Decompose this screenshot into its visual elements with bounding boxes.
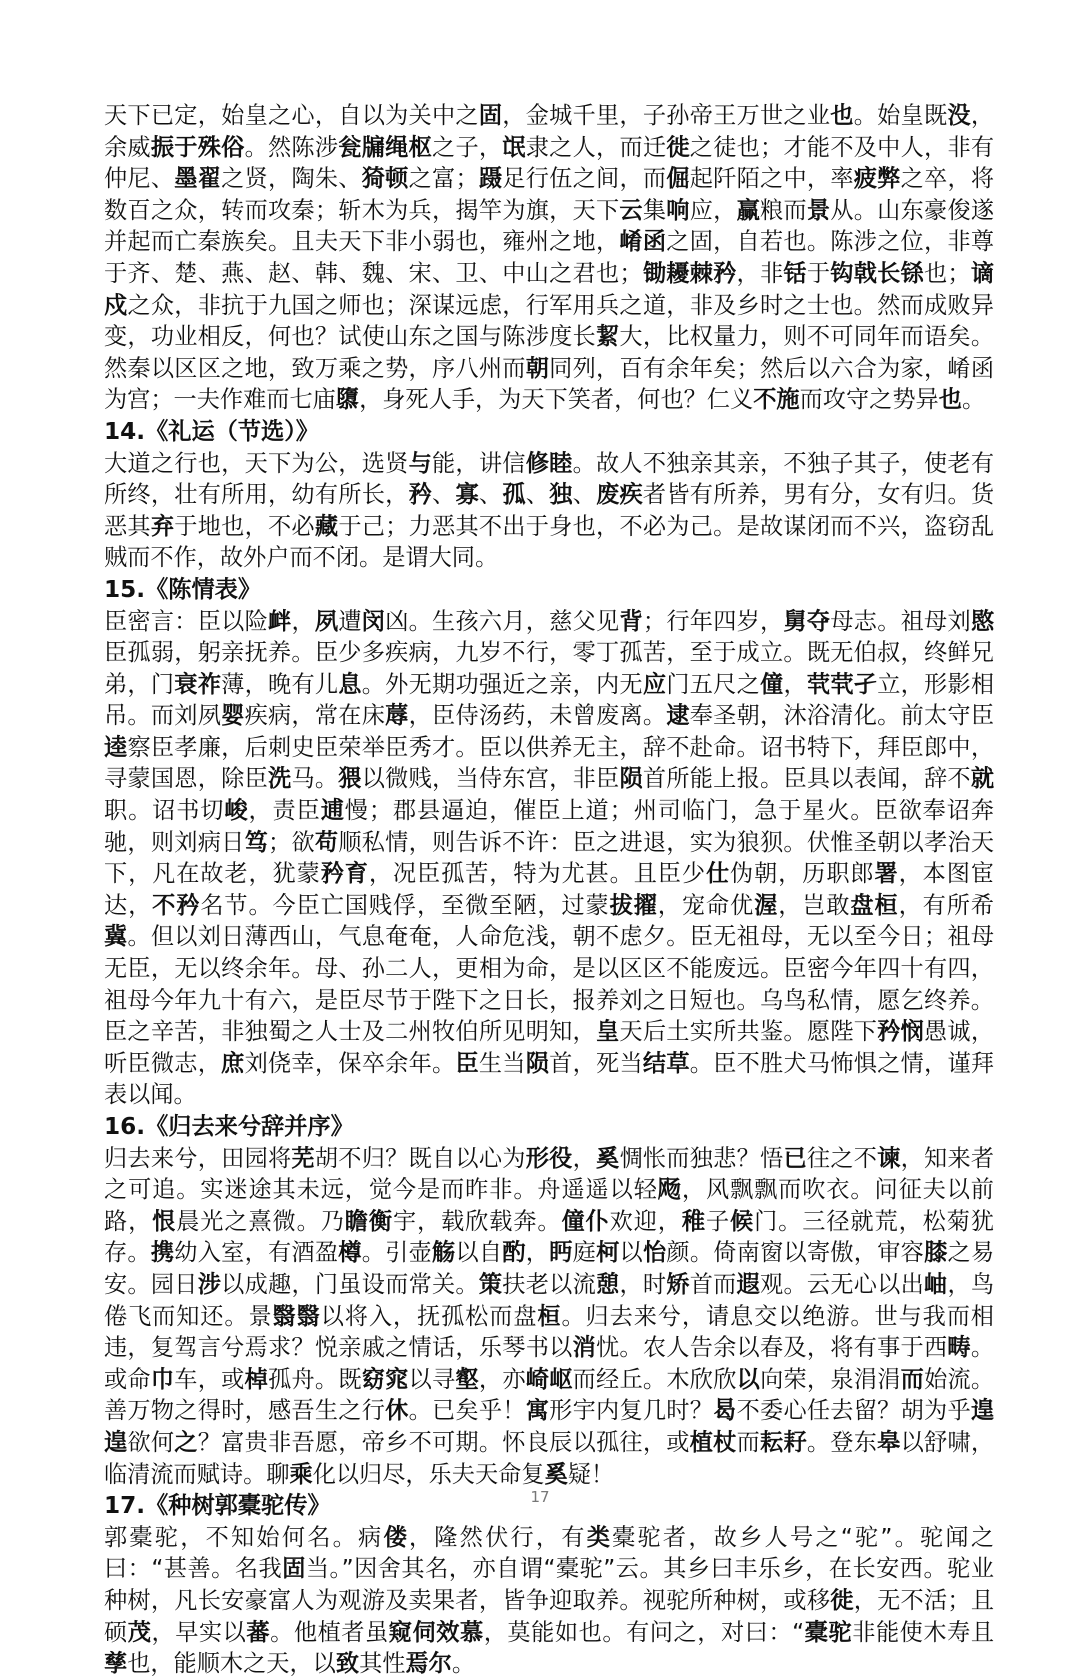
emphasized-term: 稚 [681, 1207, 706, 1235]
emphasized-term: 隳 [335, 386, 360, 414]
emphasized-term: 笃 [244, 828, 269, 856]
emphasized-term: 锄耰棘矜 [642, 259, 737, 287]
emphasized-term: 景 [806, 196, 831, 224]
emphasized-term: 孳 [104, 1650, 128, 1678]
emphasized-term: 乘 [289, 1460, 313, 1488]
emphasized-term: 铦 [783, 259, 807, 287]
emphasized-term: 也 [830, 102, 854, 129]
emphasized-term: 峻 [224, 797, 249, 825]
emphasized-term: 固 [282, 1555, 306, 1583]
paragraph-zhongshu: 郭橐驼，不知始何名。病偻，隆然伏行，有类橐驼者，故乡人号之“驼”。驼闻之曰：“甚善。名我固当。”因舍其名，亦自谓“橐驼”云。其乡曰丰乐乡，在长安西。驼业种树，凡长安豪富人为观游及卖果者，皆争迎取养。视驼所种树，或移徙，无不活；且硕茂，早实以蕃。他植者虽窥伺效慕，莫能如也。有问之，对曰：“橐驼非能使木寿且孳也，能顺木之天，以致其性焉尔。 [104, 1523, 995, 1678]
emphasized-term: 矜悯 [877, 1018, 924, 1046]
paragraph-guiqulaixici: 归去来兮，田园将芜胡不归？既自以心为形役，奚惆怅而独悲？悟已往之不谏，知来者之可追。实迷途其未远，觉今是而昨非。舟遥遥以轻飏，风飘飘而吹衣。问征夫以前路，恨晨光之熹微。乃瞻衡宇，载欣载奔。僮仆欢迎，稚子候门。三径就荒，松菊犹存。携幼入室，有酒盈樽。引壶觞以自酌，眄庭柯以怡颜。倚南窗以寄傲，审容膝之易安。园日涉以成趣，门虽设而常关。策扶老以流憩，时矫首而遐观。云无心以出岫，鸟倦飞而知还。景翳翳以将入，抚孤松而盘桓。归去来兮，请息交以绝游。世与我而相违，复驾言兮焉求？悦亲戚之情话，乐琴书以消忧。农人告余以春及，将有事于西畴。或命巾车，或棹孤舟。既窈窕以寻壑，亦崎岖而经丘。木欣欣以向荣，泉涓涓而始流。善万物之得时，感吾生之行休。已矣乎！寓形宇内复几时？曷不委心任去留？胡为乎遑遑欲何之？富贵非吾愿，帝乡不可期。怀良辰以孤往，或植杖而耘耔。登东皋以舒啸，临清流而赋诗。聊乘化以归尽，乐夫天命复奚疑！ [104, 1144, 995, 1488]
emphasized-term: 涉 [197, 1270, 222, 1298]
emphasized-term: 逵 [104, 733, 128, 761]
section-heading-16: 16.《归去来兮辞并序》 [104, 1113, 354, 1140]
emphasized-term: 陨 [619, 765, 643, 793]
emphasized-term: 朝 [525, 354, 550, 382]
emphasized-term: 洗 [268, 765, 292, 793]
emphasized-term: 谪戍 [104, 259, 995, 319]
emphasized-term: 酌 [502, 1239, 526, 1267]
emphasized-term: 响 [666, 196, 690, 224]
emphasized-term: 闵 [361, 607, 386, 635]
emphasized-term: 觞 [432, 1239, 456, 1267]
emphasized-term: 疲弊 [853, 165, 901, 193]
emphasized-term: 背 [619, 607, 643, 635]
emphasized-term: 不施 [753, 386, 800, 414]
emphasized-term: 焉尔 [405, 1650, 452, 1678]
paragraph-guoqinlun: 天下已定，始皇之心，自以为关中之固，金城千里，子孙帝王万世之业也。始皇既没，余威振于殊俗。然陈涉瓮牖绳枢之子，氓隶之人，而迁徙之徒也；才能不及中人，非有仲尼、墨翟之贤，陶朱、猗顿之富；蹑足行伍之间，而倔起阡陌之中，率疲弊之卒，将数百之众，转而攻秦；斩木为兵，揭竿为旗，天下云集响应，赢粮而景从。山东豪俊遂并起而亡秦族矣。且夫天下非小弱也，雍州之地，崤函之固，自若也。陈涉之位，非尊于齐、楚、燕、赵、韩、魏、宋、卫、中山之君也；锄耰棘矜，非铦于钩戟长铩也；谪戍之众，非抗于九国之师也；深谋远虑，行军用兵之道，非及乡时之士也。然而成败异变，功业相反，何也？试使山东之国与陈涉度长絜大，比权量力，则不可同年而语矣。然秦以区区之地，致万乘之势，序八州而朝同列，百有余年矣；然后以六合为家，崤函为宫；一夫作难而七庙隳，身死人手，为天下笑者，何也？仁义不施而攻守之势异也。 [104, 102, 995, 414]
section-heading-15: 15.《陈情表》 [104, 575, 262, 603]
emphasized-term: 渥 [754, 891, 779, 919]
emphasized-term: 盘桓 [850, 891, 899, 919]
emphasized-term: 遐 [736, 1270, 761, 1298]
emphasized-term: 固 [478, 102, 503, 129]
emphasized-term: 结草 [642, 1049, 690, 1077]
emphasized-term: 芜 [291, 1144, 315, 1172]
emphasized-term: 臣 [455, 1049, 479, 1077]
emphasized-term: 絜 [595, 323, 620, 351]
page-number: 17 [530, 1488, 550, 1506]
emphasized-term: 致 [335, 1650, 360, 1678]
emphasized-term: 振于殊俗 [150, 133, 245, 161]
emphasized-term: 逮 [666, 702, 690, 730]
emphasized-term: 蓐 [385, 702, 409, 730]
emphasized-term: 眄 [549, 1239, 573, 1267]
emphasized-term: 之 [174, 1428, 198, 1456]
emphasized-term: 不矜 [152, 891, 201, 919]
emphasized-term: 畴 [947, 1334, 971, 1362]
section-heading-14: 14.《礼运（节选）》 [104, 417, 319, 445]
emphasized-term: 巾 [150, 1365, 175, 1393]
emphasized-term: 蹑 [478, 165, 503, 193]
emphasized-term: 钩戟长铩 [830, 259, 924, 287]
emphasized-term: 植杖 [689, 1428, 737, 1456]
emphasized-term: 窥伺效慕 [388, 1618, 484, 1646]
emphasized-term: 桓 [537, 1302, 562, 1330]
emphasized-term: 息 [338, 670, 362, 698]
emphasized-term: 膝 [924, 1239, 948, 1267]
paragraph-chenqingbiao: 臣密言：臣以险衅，夙遭闵凶。生孩六月，慈父见背；行年四岁，舅夺母志。祖母刘愍臣孤弱，躬亲抚养。臣少多疾病，九岁不行，零丁孤苦，至于成立。既无伯叔，终鲜兄弟，门衰祚薄，晚有儿息。外无期功强近之亲，内无应门五尺之僮，茕茕孑立，形影相吊。而刘夙婴疾病，常在床蓐，臣侍汤药，未曾废离。逮奉圣朝，沐浴清化。前太守臣逵察臣孝廉，后刺史臣荣举臣秀才。臣以供养无主，辞不赴命。诏书特下，拜臣郎中，寻蒙国恩，除臣洗马。猥以微贱，当侍东宫，非臣陨首所能上报。臣具以表闻，辞不就职。诏书切峻，责臣逋慢；郡县逼迫，催臣上道；州司临门，急于星火。臣欲奉诏奔驰，则刘病日笃；欲苟顺私情，则告诉不许：臣之进退，实为狼狈。伏惟圣朝以孝治天下，凡在故老，犹蒙矜育，况臣孤苦，特为尤甚。且臣少仕伪朝，历职郎署，本图宦达，不矜名节。今臣亡国贱俘，至微至陋，过蒙拔擢，宠命优渥，岂敢盘桓，有所希冀。但以刘日薄西山，气息奄奄，人命危浅，朝不虑夕。臣无祖母，无以至今日；祖母无臣，无以终余年。母、孙二人，更相为命，是以区区不能废远。臣密今年四十有四，祖母今年九十有六，是臣尽节于陛下之日长，报养刘之日短也。乌鸟私情，愿乞终养。臣之辛苦，非独蜀之人士及二州牧伯所见明知，皇天后土实所共鉴。愿陛下矜悯愚诚，听臣微志，庶刘侥幸，保卒余年。臣生当陨首，死当结草。臣不胜犬马怖惧之情，谨拜表以闻。 [104, 607, 995, 1109]
emphasized-term: 夙 [314, 607, 339, 635]
emphasized-term: 寡 [455, 481, 479, 509]
emphasized-term: 谏 [877, 1144, 901, 1172]
emphasized-term: 就 [970, 765, 995, 793]
emphasized-term: 署 [874, 860, 899, 888]
emphasized-term: 拔擢 [609, 891, 658, 919]
emphasized-term: 曷 [713, 1397, 737, 1425]
emphasized-term: 遑遑 [104, 1397, 995, 1456]
emphasized-term: 已 [783, 1144, 807, 1172]
emphasized-term: 孤 [502, 481, 526, 509]
emphasized-term: 崤函 [619, 228, 667, 256]
emphasized-term: 徙 [666, 133, 690, 161]
document-page [104, 100, 994, 1680]
emphasized-term: 憩 [596, 1270, 620, 1298]
emphasized-term: 僮 [760, 670, 784, 698]
emphasized-term: 墨翟 [174, 165, 222, 193]
emphasized-term: 衰祚 [174, 670, 222, 698]
paragraph-liyun: 大道之行也，天下为公，选贤与能，讲信修睦。故人不独亲其亲，不独子其子，使老有所终，壮有所用，幼有所长，矜、寡、孤、独、废疾者皆有所养，男有分，女有归。货恶其弃于地也，不必藏于己；力恶其不出于身也，不必为己。是故谋闭而不兴，盗窃乱贼而不作，故外户而不闭。是谓大同。 [104, 449, 995, 572]
emphasized-term: 奚 [544, 1460, 568, 1488]
emphasized-term: 偻 [383, 1523, 409, 1551]
emphasized-term: 形役 [525, 1144, 573, 1172]
emphasized-term: 柯 [596, 1239, 620, 1267]
emphasized-term: 壑 [455, 1365, 479, 1393]
emphasized-term: 庶 [221, 1049, 245, 1077]
emphasized-term: 废疾 [596, 481, 643, 509]
emphasized-term: 瓮牖绳枢 [338, 133, 433, 161]
emphasized-term: 修睦 [525, 449, 573, 477]
emphasized-term: 茂 [127, 1618, 152, 1646]
emphasized-term: 没 [947, 102, 971, 129]
emphasized-term: 皇 [595, 1018, 620, 1046]
emphasized-term: 弃 [150, 512, 175, 540]
emphasized-term: 应 [642, 670, 667, 698]
emphasized-term: 飏 [657, 1176, 682, 1204]
emphasized-term: 蕃 [246, 1618, 271, 1646]
emphasized-term: 陨 [525, 1049, 550, 1077]
emphasized-term: 携 [150, 1239, 175, 1267]
emphasized-term: 猗顿 [361, 165, 409, 193]
emphasized-term: 独 [549, 481, 573, 509]
emphasized-term: 愍 [970, 607, 995, 635]
emphasized-term: 类 [586, 1523, 613, 1551]
emphasized-term: 僮仆 [561, 1207, 610, 1235]
emphasized-term: 崎岖 [525, 1365, 573, 1393]
emphasized-term: 云 [619, 196, 643, 224]
emphasized-term: 与 [408, 449, 432, 477]
emphasized-term: 冀 [104, 923, 128, 951]
emphasized-term: 橐驼 [804, 1618, 853, 1646]
emphasized-term: 倔 [666, 165, 690, 193]
emphasized-term: 徙 [830, 1586, 854, 1614]
emphasized-term: 以 [736, 1365, 761, 1393]
emphasized-term: 仕 [705, 860, 731, 888]
emphasized-term: 猥 [338, 765, 362, 793]
emphasized-term: 窈窕 [361, 1365, 409, 1393]
emphasized-term: 逋 [320, 797, 345, 825]
emphasized-term: 茕茕孑 [806, 670, 878, 698]
emphasized-term: 而 [900, 1365, 925, 1393]
emphasized-term: 瞻衡 [344, 1207, 393, 1235]
emphasized-term: 恨 [152, 1207, 177, 1235]
emphasized-term: 矜育 [320, 860, 369, 888]
emphasized-term: 藏 [314, 512, 339, 540]
emphasized-term: 消 [572, 1334, 596, 1362]
emphasized-term: 氓 [502, 133, 526, 161]
emphasized-term: 矜 [408, 481, 432, 509]
emphasized-term: 皋 [877, 1428, 901, 1456]
emphasized-term: 也 [938, 386, 962, 414]
emphasized-term: 衅 [268, 607, 292, 635]
emphasized-term: 婴 [221, 702, 245, 730]
emphasized-term: 翳翳 [272, 1302, 321, 1330]
emphasized-term: 矫 [666, 1270, 690, 1298]
emphasized-term: 奚 [596, 1144, 620, 1172]
emphasized-term: 棹 [244, 1365, 269, 1393]
emphasized-term: 候 [730, 1207, 755, 1235]
emphasized-term: 策 [478, 1270, 503, 1298]
emphasized-term: 怡 [642, 1239, 667, 1267]
emphasized-term: 岫 [924, 1270, 948, 1298]
emphasized-term: 樽 [338, 1239, 362, 1267]
emphasized-term: 舅夺 [783, 607, 831, 635]
emphasized-term: 耘耔 [760, 1428, 807, 1456]
emphasized-term: 寓 [525, 1397, 550, 1425]
emphasized-term: 苟 [314, 828, 339, 856]
emphasized-term: 赢 [736, 196, 761, 224]
emphasized-term: 休 [385, 1397, 409, 1425]
section-heading-17: 17.《种树郭橐驼传》 [104, 1492, 331, 1520]
